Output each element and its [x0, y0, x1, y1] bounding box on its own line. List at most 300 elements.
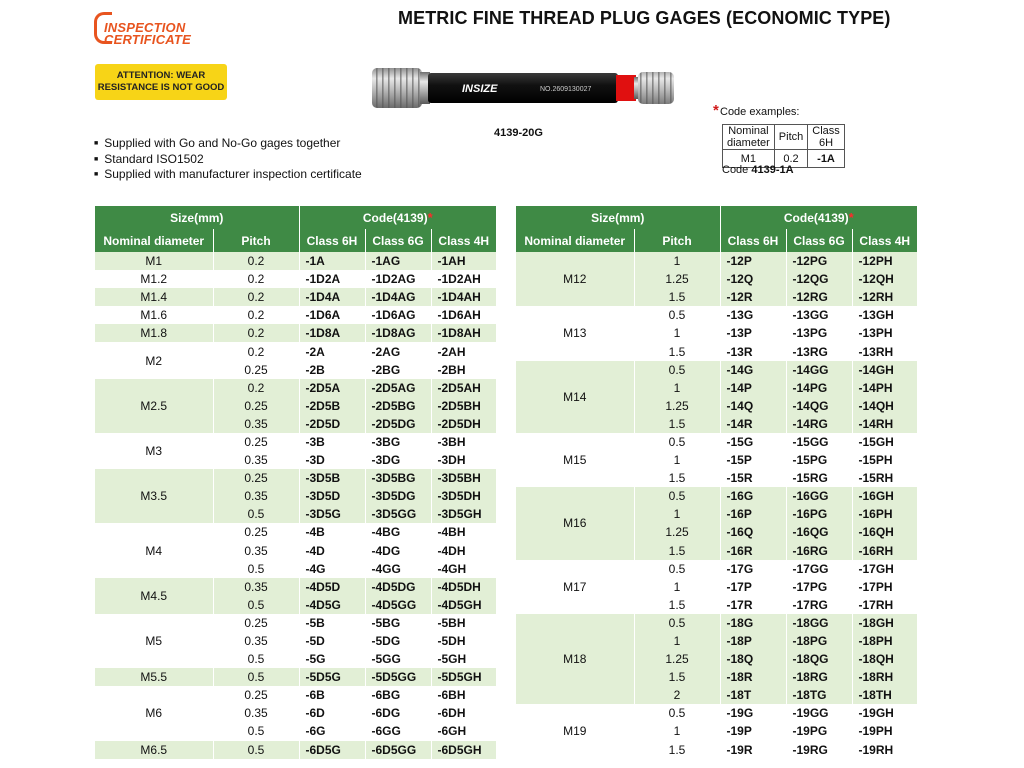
class-4h-cell: -13PH — [852, 324, 917, 342]
class-6h-cell: -18P — [720, 632, 786, 650]
pitch-cell: 1 — [634, 451, 720, 469]
class-4h-cell: -12PH — [852, 252, 917, 270]
pitch-cell: 0.5 — [213, 650, 299, 668]
table-row — [516, 614, 917, 632]
logo-line-2: CERTIFICATE — [104, 32, 191, 47]
pitch-cell: 0.5 — [213, 722, 299, 740]
class-4h-cell: -5BH — [431, 614, 496, 632]
pitch-cell: 2 — [634, 686, 720, 704]
class-6h-header: Class 6H — [720, 229, 786, 252]
class-4h-cell: -4D5GH — [431, 596, 496, 614]
spec-table-left — [95, 206, 496, 759]
pitch-cell: 0.2 — [213, 324, 299, 342]
class-4h-cell: -6BH — [431, 686, 496, 704]
class-6h-cell: -13G — [720, 306, 786, 324]
class-6h-cell: -18T — [720, 686, 786, 704]
nominal-diameter-cell: M2.5 — [95, 379, 213, 433]
class-6g-cell: -19PG — [786, 722, 852, 740]
class-6h-cell: -19R — [720, 741, 786, 759]
pitch-cell: 0.25 — [213, 614, 299, 632]
class-6g-cell: -14GG — [786, 361, 852, 379]
class-6g-cell: -6GG — [365, 722, 431, 740]
class-6h-cell: -1D4A — [299, 288, 365, 306]
code-examples-title: Code examples: — [720, 106, 800, 118]
code-example-table — [722, 124, 845, 168]
class-4h-cell: -5GH — [431, 650, 496, 668]
class-6h-cell: -3D5G — [299, 505, 365, 523]
plug-gage-image — [370, 64, 676, 112]
class-6h-cell: -1D2A — [299, 270, 365, 288]
pitch-cell: 0.35 — [213, 578, 299, 596]
class-6g-cell: -1D4AG — [365, 288, 431, 306]
table-row — [516, 433, 917, 451]
class-6h-cell: -3B — [299, 433, 365, 451]
pitch-cell: 0.35 — [213, 487, 299, 505]
class-6g-cell: -16QG — [786, 523, 852, 541]
nominal-diameter-cell: M17 — [516, 560, 634, 614]
class-6g-cell: -13PG — [786, 324, 852, 342]
class-4h-cell: -4D5DH — [431, 578, 496, 596]
class-4h-cell: -6DH — [431, 704, 496, 722]
nominal-diameter-cell: M14 — [516, 361, 634, 433]
class-6h-cell: -16R — [720, 542, 786, 560]
pitch-cell: 0.35 — [213, 632, 299, 650]
class-6g-cell: -3D5BG — [365, 469, 431, 487]
class-4h-cell: -5D5GH — [431, 668, 496, 686]
class-6g-cell: -4GG — [365, 560, 431, 578]
code-header: Code(4139)* — [720, 206, 917, 229]
attention-line-2: RESISTANCE IS NOT GOOD — [97, 82, 225, 93]
class-6h-cell: -3D5B — [299, 469, 365, 487]
pitch-cell: 0.25 — [213, 686, 299, 704]
table-row — [95, 270, 496, 288]
class-6h-cell: -13R — [720, 342, 786, 360]
pitch-header: Pitch — [213, 229, 299, 252]
pitch-cell: 0.5 — [213, 741, 299, 759]
class-6h-cell: -18G — [720, 614, 786, 632]
class-6g-cell: -4DG — [365, 542, 431, 560]
class-4h-cell: -4DH — [431, 542, 496, 560]
class-6g-cell: -1AG — [365, 252, 431, 270]
class-6g-cell: -12PG — [786, 252, 852, 270]
class-6h-cell: -12Q — [720, 270, 786, 288]
feature-item: ■ Supplied with Go and No-Go gages together — [94, 136, 362, 152]
class-6g-cell: -3DG — [365, 451, 431, 469]
class-6g-header: Class 6G — [786, 229, 852, 252]
pitch-cell: 0.5 — [634, 361, 720, 379]
table-row — [95, 614, 496, 632]
table-row — [95, 288, 496, 306]
class-6g-cell: -4D5GG — [365, 596, 431, 614]
class-6g-cell: -17RG — [786, 596, 852, 614]
gage-serial: NO.2609130027 — [540, 86, 592, 93]
class-6g-cell: -4BG — [365, 523, 431, 541]
class-6g-cell: -18TG — [786, 686, 852, 704]
class-6h-cell: -18Q — [720, 650, 786, 668]
code-examples — [713, 102, 840, 176]
pitch-cell: 1 — [634, 379, 720, 397]
class-6h-cell: -18R — [720, 668, 786, 686]
class-6h-cell: -12R — [720, 288, 786, 306]
pitch-cell: 0.35 — [213, 415, 299, 433]
class-6g-cell: -1D2AG — [365, 270, 431, 288]
spec-table-right — [516, 206, 917, 759]
class-4h-header: Class 4H — [852, 229, 917, 252]
class-4h-header: Class 4H — [431, 229, 496, 252]
class-4h-cell: -14QH — [852, 397, 917, 415]
code-label: Code — [722, 164, 749, 176]
class-6h-cell: -4G — [299, 560, 365, 578]
nominal-diameter-header: Nominal diameter — [516, 229, 634, 252]
table-row — [95, 668, 496, 686]
inspection-certificate-logo — [94, 8, 214, 48]
class-6g-cell: -16PG — [786, 505, 852, 523]
class-6g-cell: -18PG — [786, 632, 852, 650]
class-6h-cell: -2B — [299, 361, 365, 379]
class-4h-cell: -2BH — [431, 361, 496, 379]
pitch-cell: 1 — [634, 722, 720, 740]
class-6g-cell: -2AG — [365, 342, 431, 360]
nominal-diameter-cell: M4 — [95, 523, 213, 577]
table-row — [95, 379, 496, 397]
class-6g-cell: -16RG — [786, 542, 852, 560]
class-6g-cell: -16GG — [786, 487, 852, 505]
class-6h-cell: -3D5D — [299, 487, 365, 505]
class-6h-cell: -19P — [720, 722, 786, 740]
nominal-diameter-cell: M12 — [516, 252, 634, 306]
table-row — [95, 306, 496, 324]
pitch-cell: 1.5 — [634, 415, 720, 433]
class-4h-cell: -18GH — [852, 614, 917, 632]
size-header: Size(mm) — [516, 206, 720, 229]
class-4h-cell: -3BH — [431, 433, 496, 451]
class-6h-cell: -4B — [299, 523, 365, 541]
class-6g-cell: -5DG — [365, 632, 431, 650]
asterisk-icon: * — [848, 210, 854, 225]
class-6g-cell: -13GG — [786, 306, 852, 324]
class-4h-cell: -2AH — [431, 342, 496, 360]
class-6h-cell: -14P — [720, 379, 786, 397]
class-6h-cell: -2D5A — [299, 379, 365, 397]
class-4h-cell: -17PH — [852, 578, 917, 596]
pitch-cell: 0.5 — [634, 614, 720, 632]
class-4h-cell: -6GH — [431, 722, 496, 740]
class-6h-cell: -4D5D — [299, 578, 365, 596]
class-6h-cell: -3D — [299, 451, 365, 469]
pitch-cell: 0.2 — [213, 342, 299, 360]
class-4h-cell: -19PH — [852, 722, 917, 740]
class-4h-cell: -12QH — [852, 270, 917, 288]
nominal-diameter-cell: M1 — [95, 252, 213, 270]
nominal-diameter-cell: M3 — [95, 433, 213, 469]
table-row — [516, 252, 917, 270]
class-4h-cell: -16GH — [852, 487, 917, 505]
class-4h-cell: -16QH — [852, 523, 917, 541]
class-4h-cell: -19RH — [852, 741, 917, 759]
class-4h-cell: -14GH — [852, 361, 917, 379]
pitch-cell: 1 — [634, 252, 720, 270]
pitch-cell: 0.25 — [213, 397, 299, 415]
class-4h-cell: -13RH — [852, 342, 917, 360]
table-row — [95, 469, 496, 487]
class-6h-cell: -5D5G — [299, 668, 365, 686]
class-6h-cell: -6G — [299, 722, 365, 740]
class-6g-cell: -1D6AG — [365, 306, 431, 324]
product-model: 4139-20G — [494, 127, 543, 139]
table-row — [95, 523, 496, 541]
pitch-cell: 1.25 — [634, 270, 720, 288]
pitch-cell: 0.35 — [213, 704, 299, 722]
pitch-cell: 0.2 — [213, 288, 299, 306]
class-4h-cell: -6D5GH — [431, 741, 496, 759]
nominal-diameter-cell: M5 — [95, 614, 213, 668]
class-6g-cell: -15RG — [786, 469, 852, 487]
class-4h-cell: -2D5BH — [431, 397, 496, 415]
class-4h-cell: -15PH — [852, 451, 917, 469]
pitch-cell: 0.5 — [634, 306, 720, 324]
pitch-cell: 0.25 — [213, 361, 299, 379]
nominal-diameter-header: Nominal diameter — [95, 229, 213, 252]
nominal-diameter-cell: M1.8 — [95, 324, 213, 342]
class-4h-cell: -16PH — [852, 505, 917, 523]
nominal-diameter-cell: M1.2 — [95, 270, 213, 288]
class-6h-cell: -4D — [299, 542, 365, 560]
logo-line-1: INSPECTION — [104, 20, 186, 35]
asterisk-icon: * — [713, 102, 719, 119]
nominal-diameter-cell: M1.4 — [95, 288, 213, 306]
table-row — [95, 686, 496, 704]
nominal-diameter-cell: M1.6 — [95, 306, 213, 324]
class-6g-cell: -17PG — [786, 578, 852, 596]
pitch-cell: 1 — [634, 578, 720, 596]
table-row — [95, 342, 496, 360]
class-6g-cell: -12QG — [786, 270, 852, 288]
pitch-cell: 0.5 — [213, 560, 299, 578]
ce-cell: M1 — [723, 150, 775, 168]
ce-header: Class 6H — [808, 125, 845, 150]
pitch-cell: 0.5 — [634, 560, 720, 578]
class-6h-cell: -6B — [299, 686, 365, 704]
size-header: Size(mm) — [95, 206, 299, 229]
class-6g-cell: -14QG — [786, 397, 852, 415]
pitch-cell: 1.5 — [634, 668, 720, 686]
class-6h-cell: -14R — [720, 415, 786, 433]
pitch-cell: 0.35 — [213, 542, 299, 560]
class-6h-cell: -14Q — [720, 397, 786, 415]
nominal-diameter-cell: M18 — [516, 614, 634, 704]
class-6g-cell: -2D5DG — [365, 415, 431, 433]
class-6h-cell: -15G — [720, 433, 786, 451]
class-6h-cell: -17G — [720, 560, 786, 578]
pitch-cell: 1 — [634, 324, 720, 342]
class-6g-cell: -15PG — [786, 451, 852, 469]
class-6g-cell: -14PG — [786, 379, 852, 397]
table-row — [516, 560, 917, 578]
pitch-cell: 1.25 — [634, 523, 720, 541]
pitch-cell: 1.25 — [634, 650, 720, 668]
class-6g-cell: -18QG — [786, 650, 852, 668]
class-6h-cell: -2A — [299, 342, 365, 360]
pitch-cell: 0.2 — [213, 252, 299, 270]
class-4h-cell: -17RH — [852, 596, 917, 614]
class-6h-cell: -15R — [720, 469, 786, 487]
pitch-cell: 0.25 — [213, 469, 299, 487]
page-title: METRIC FINE THREAD PLUG GAGES (ECONOMIC TYPE) — [398, 8, 891, 28]
class-6g-cell: -12RG — [786, 288, 852, 306]
class-6h-cell: -12P — [720, 252, 786, 270]
class-6h-cell: -1D6A — [299, 306, 365, 324]
pitch-cell: 1.25 — [634, 397, 720, 415]
class-6g-cell: -6DG — [365, 704, 431, 722]
class-4h-cell: -19GH — [852, 704, 917, 722]
class-6h-cell: -17P — [720, 578, 786, 596]
table-row — [516, 361, 917, 379]
class-6h-cell: -16Q — [720, 523, 786, 541]
class-6h-cell: -15P — [720, 451, 786, 469]
table-row — [95, 433, 496, 451]
pitch-cell: 1.5 — [634, 469, 720, 487]
class-6h-cell: -17R — [720, 596, 786, 614]
class-6h-cell: -2D5D — [299, 415, 365, 433]
class-4h-cell: -2D5AH — [431, 379, 496, 397]
table-row — [95, 741, 496, 759]
class-6g-cell: -5D5GG — [365, 668, 431, 686]
class-6g-cell: -19RG — [786, 741, 852, 759]
class-6h-cell: -1D8A — [299, 324, 365, 342]
pitch-cell: 0.35 — [213, 451, 299, 469]
nominal-diameter-cell: M6 — [95, 686, 213, 740]
class-4h-cell: -3D5GH — [431, 505, 496, 523]
class-6h-cell: -16P — [720, 505, 786, 523]
table-row — [516, 487, 917, 505]
class-6h-header: Class 6H — [299, 229, 365, 252]
gage-brand: INSIZE — [462, 83, 498, 95]
table-row — [95, 578, 496, 596]
class-6g-cell: -17GG — [786, 560, 852, 578]
class-6g-cell: -2D5AG — [365, 379, 431, 397]
class-6g-cell: -3D5GG — [365, 505, 431, 523]
class-4h-cell: -18TH — [852, 686, 917, 704]
class-6h-cell: -16G — [720, 487, 786, 505]
pitch-cell: 0.2 — [213, 270, 299, 288]
table-row — [95, 252, 496, 270]
ce-cell: -1A — [808, 150, 845, 168]
pitch-cell: 1 — [634, 505, 720, 523]
ce-header: Pitch — [774, 125, 807, 150]
class-4h-cell: -1D6AH — [431, 306, 496, 324]
pitch-cell: 0.5 — [634, 433, 720, 451]
class-4h-cell: -17GH — [852, 560, 917, 578]
class-4h-cell: -14RH — [852, 415, 917, 433]
nominal-diameter-cell: M13 — [516, 306, 634, 360]
nominal-diameter-cell: M19 — [516, 704, 634, 758]
class-6g-cell: -14RG — [786, 415, 852, 433]
class-4h-cell: -15GH — [852, 433, 917, 451]
class-4h-cell: -15RH — [852, 469, 917, 487]
class-4h-cell: -1AH — [431, 252, 496, 270]
asterisk-icon: * — [427, 210, 433, 225]
class-6g-cell: -2D5BG — [365, 397, 431, 415]
attention-line-1: ATTENTION: WEAR — [116, 70, 206, 81]
class-6g-cell: -19GG — [786, 704, 852, 722]
class-6h-cell: -19G — [720, 704, 786, 722]
ce-cell: 0.2 — [774, 150, 807, 168]
class-6h-cell: -4D5G — [299, 596, 365, 614]
table-row — [516, 306, 917, 324]
pitch-cell: 0.5 — [213, 505, 299, 523]
pitch-cell: 0.2 — [213, 379, 299, 397]
class-6g-cell: -4D5DG — [365, 578, 431, 596]
class-4h-cell: -12RH — [852, 288, 917, 306]
class-4h-cell: -2D5DH — [431, 415, 496, 433]
code-header: Code(4139)* — [299, 206, 496, 229]
class-6g-cell: -18RG — [786, 668, 852, 686]
pitch-cell: 0.25 — [213, 433, 299, 451]
class-6h-cell: -6D — [299, 704, 365, 722]
nominal-diameter-cell: M15 — [516, 433, 634, 487]
class-4h-cell: -13GH — [852, 306, 917, 324]
pitch-cell: 1.5 — [634, 342, 720, 360]
class-4h-cell: -4GH — [431, 560, 496, 578]
class-6h-cell: -5B — [299, 614, 365, 632]
class-4h-cell: -18RH — [852, 668, 917, 686]
pitch-cell: 0.5 — [213, 668, 299, 686]
attention-badge — [95, 64, 227, 100]
class-4h-cell: -18PH — [852, 632, 917, 650]
nominal-diameter-cell: M16 — [516, 487, 634, 559]
pitch-cell: 0.5 — [213, 596, 299, 614]
nominal-diameter-cell: M3.5 — [95, 469, 213, 523]
class-4h-cell: -4BH — [431, 523, 496, 541]
nominal-diameter-cell: M4.5 — [95, 578, 213, 614]
pitch-cell: 0.5 — [634, 487, 720, 505]
class-6g-cell: -13RG — [786, 342, 852, 360]
class-6h-cell: -2D5B — [299, 397, 365, 415]
class-4h-cell: -1D4AH — [431, 288, 496, 306]
class-6g-cell: -3D5DG — [365, 487, 431, 505]
pitch-cell: 0.5 — [634, 704, 720, 722]
class-4h-cell: -5DH — [431, 632, 496, 650]
code-value: 4139-1A — [751, 164, 794, 176]
class-4h-cell: -3DH — [431, 451, 496, 469]
class-6h-cell: -1A — [299, 252, 365, 270]
table-row — [516, 704, 917, 722]
class-4h-cell: -1D8AH — [431, 324, 496, 342]
class-6h-cell: -14G — [720, 361, 786, 379]
feature-item: ■ Supplied with manufacturer inspection certificate — [94, 167, 362, 183]
pitch-cell: 1.5 — [634, 741, 720, 759]
feature-list — [94, 136, 362, 183]
class-4h-cell: -18QH — [852, 650, 917, 668]
pitch-cell: 1.5 — [634, 288, 720, 306]
pitch-cell: 1.5 — [634, 542, 720, 560]
pitch-cell: 1.5 — [634, 596, 720, 614]
class-6g-cell: -3BG — [365, 433, 431, 451]
class-6h-cell: -6D5G — [299, 741, 365, 759]
pitch-header: Pitch — [634, 229, 720, 252]
class-6h-cell: -5G — [299, 650, 365, 668]
feature-item: ■ Standard ISO1502 — [94, 152, 362, 168]
class-4h-cell: -3D5BH — [431, 469, 496, 487]
class-6h-cell: -5D — [299, 632, 365, 650]
class-6g-cell: -5BG — [365, 614, 431, 632]
class-6g-cell: -6D5GG — [365, 741, 431, 759]
table-row — [95, 324, 496, 342]
class-6g-cell: -1D8AG — [365, 324, 431, 342]
pitch-cell: 0.2 — [213, 306, 299, 324]
class-6g-cell: -6BG — [365, 686, 431, 704]
class-6g-cell: -2BG — [365, 361, 431, 379]
